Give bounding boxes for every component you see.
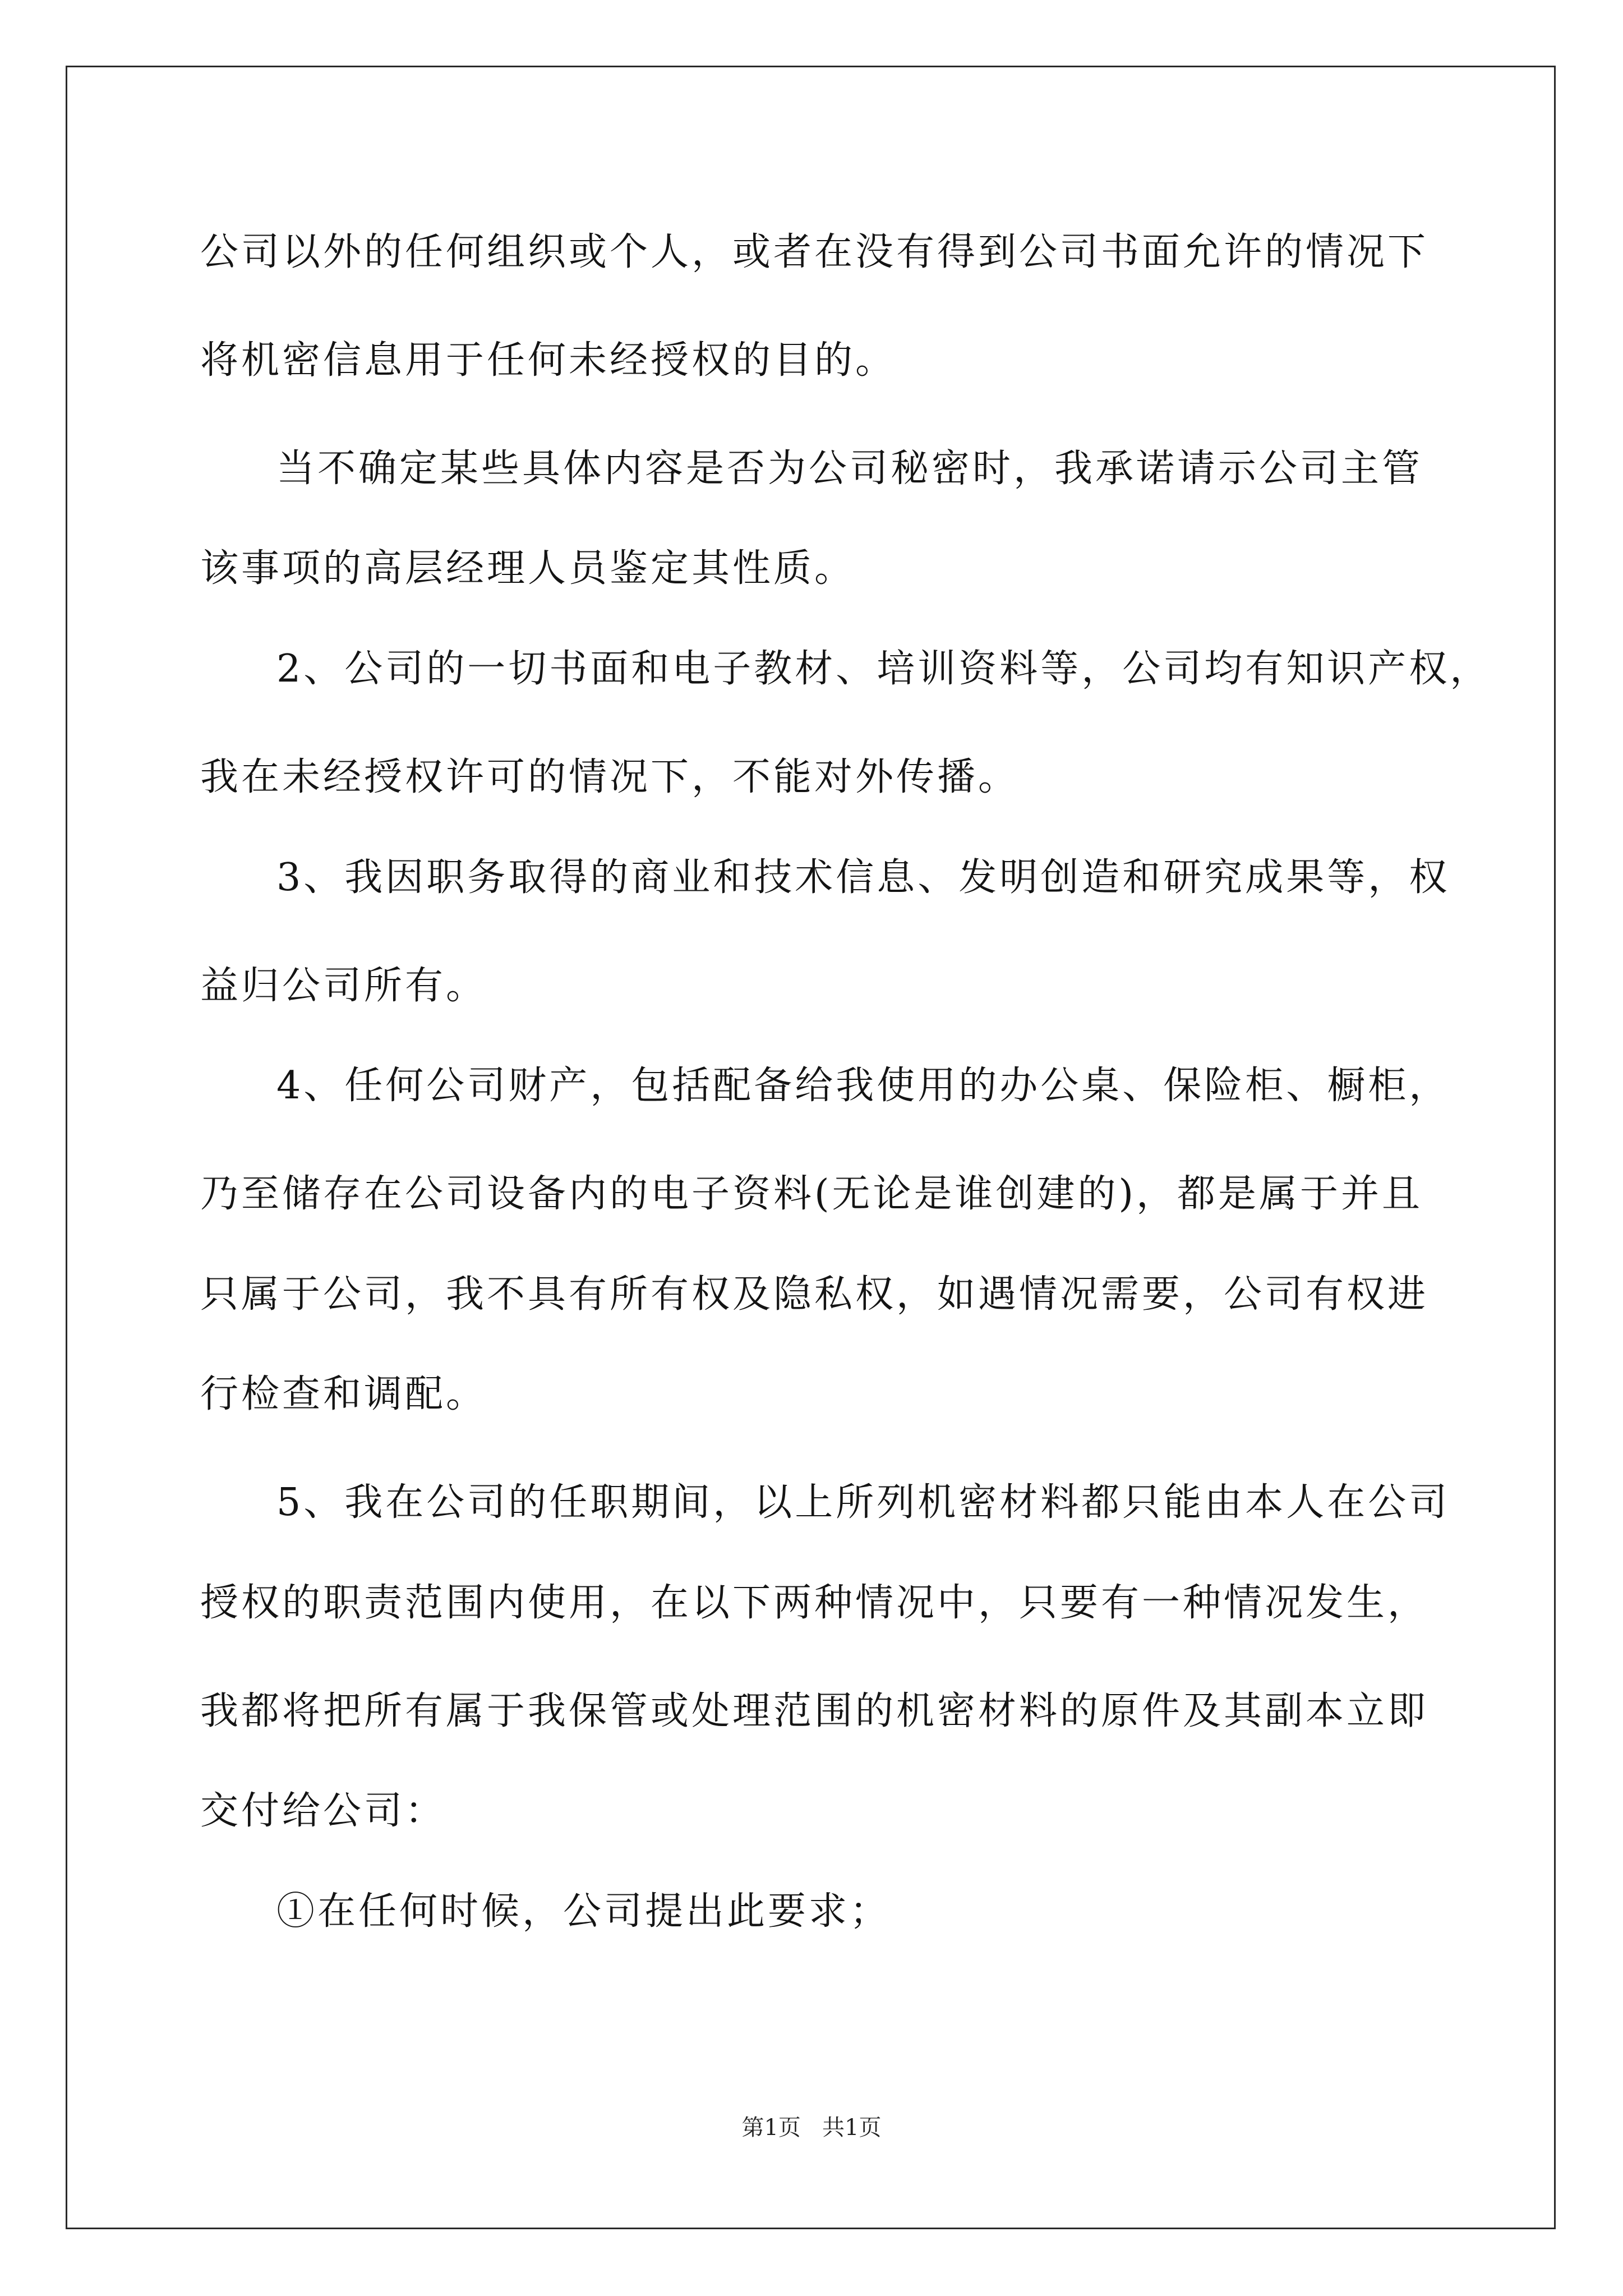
text-line: 我都将把所有属于我保管或处理范围的机密材料的原件及其副本立即: [200, 1689, 1429, 1733]
text-line: ①在任何时候，公司提出此要求；: [276, 1889, 891, 1934]
page-number-footer: 第1页 共1页: [741, 2115, 882, 2141]
text-line: 益归公司所有。: [200, 964, 487, 1008]
text-line: 将机密信息用于任何未经授权的目的。: [200, 338, 897, 383]
text-line: 我在未经授权许可的情况下，不能对外传播。: [200, 755, 1020, 799]
text-line: 乃至储存在公司设备内的电子资料(无论是谁创建的)，都是属于并且: [200, 1172, 1423, 1216]
text-line: 交付给公司：: [200, 1789, 446, 1833]
text-line: 只属于公司，我不具有所有权及隐私权，如遇情况需要，公司有权进: [200, 1272, 1429, 1317]
text-line: 3、我因职务取得的商业和技术信息、发明创造和研究成果等，权: [276, 855, 1450, 900]
text-line: 该事项的高层经理人员鉴定其性质。: [200, 546, 856, 591]
text-line: 行检查和调配。: [200, 1372, 487, 1416]
text-line: 5、我在公司的任职期间，以上所列机密材料都只能由本人在公司: [276, 1480, 1450, 1525]
text-line: 公司以外的任何组织或个人，或者在没有得到公司书面允许的情况下: [200, 230, 1429, 274]
text-line: 2、公司的一切书面和电子教材、培训资料等，公司均有知识产权，: [276, 647, 1491, 691]
text-line: 当不确定某些具体内容是否为公司秘密时，我承诺请示公司主管: [276, 447, 1423, 491]
text-line: 授权的职责范围内使用，在以下两种情况中，只要有一种情况发生，: [200, 1581, 1429, 1625]
text-line: 4、任何公司财产，包括配备给我使用的办公桌、保险柜、橱柜，: [276, 1064, 1450, 1108]
